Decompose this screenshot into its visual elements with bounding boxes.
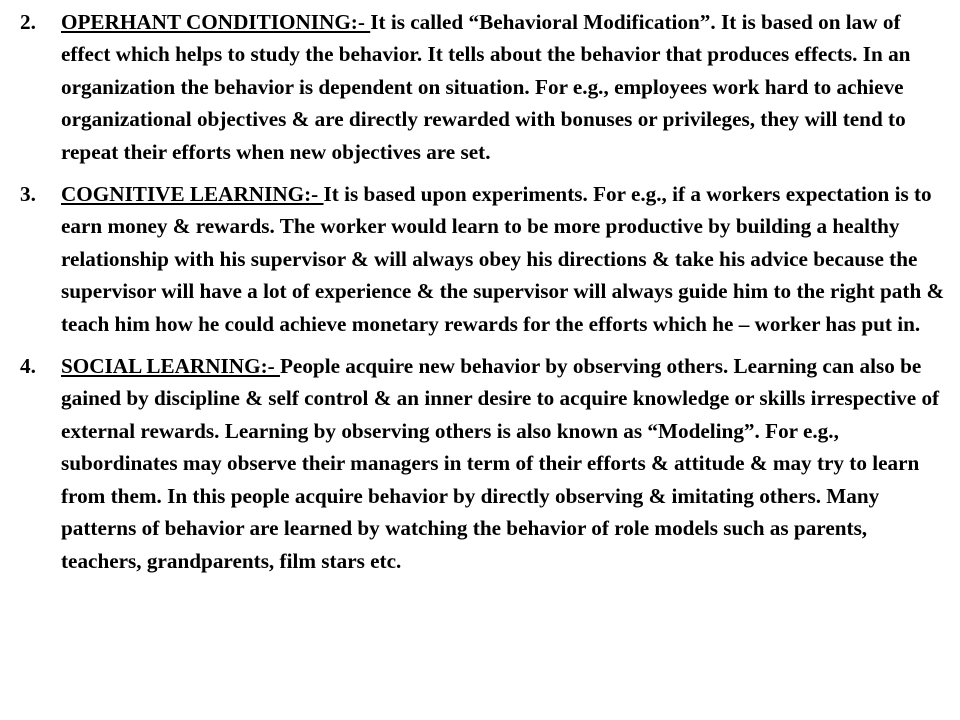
- list-item-cognitive-learning: [0, 178, 960, 340]
- document-slide: [0, 6, 960, 720]
- item-heading: SOCIAL LEARNING:-: [61, 354, 280, 379]
- item-number: 3.: [20, 182, 36, 207]
- list-item-social-learning: [0, 350, 960, 577]
- item-heading: OPERHANT CONDITIONING:-: [61, 10, 371, 34]
- item-number: 4.: [20, 354, 36, 379]
- item-heading: COGNITIVE LEARNING:-: [61, 182, 324, 207]
- item-body: People acquire new behavior by observing others. Learning can also be gained by discipline & self control & an inner desire to acquire knowledge or skills irrespective of external rewards. Learning by observing others is also known as “Modeling”. For e.g., subordinates may observe their managers in term of their efforts & attitude & may try to learn from them. In this people acquire behavior by directly observing & imitating others. Many patterns of behavior are learned by watching the behavior of role models such as parents, teachers, grandparents, film stars etc.: [61, 354, 940, 573]
- item-body: It is called “Behavioral Modification”. It is based on law of effect which helps to study the behavior. It tells about the behavior that produces effects. In an organization the behavior is dependent on situation. For e.g., employees work hard to achieve organizational objectives & are directly rewarded with bonuses or privileges, they will tend to repeat their efforts when new objectives are set.: [61, 10, 911, 164]
- item-number: 2.: [20, 10, 36, 34]
- item-body: It is based upon experiments. For e.g., if a workers expectation is to earn money & rewards. The worker would learn to be more productive by building a healthy relationship with his supervisor & will always obey his directions & take his advice because the supervisor will have a lot of experience & the supervisor will always guide him to the right path & teach him how he could achieve monetary rewards for the efforts which he – worker has put in.: [61, 182, 945, 336]
- list-item-operant-conditioning: [0, 6, 960, 168]
